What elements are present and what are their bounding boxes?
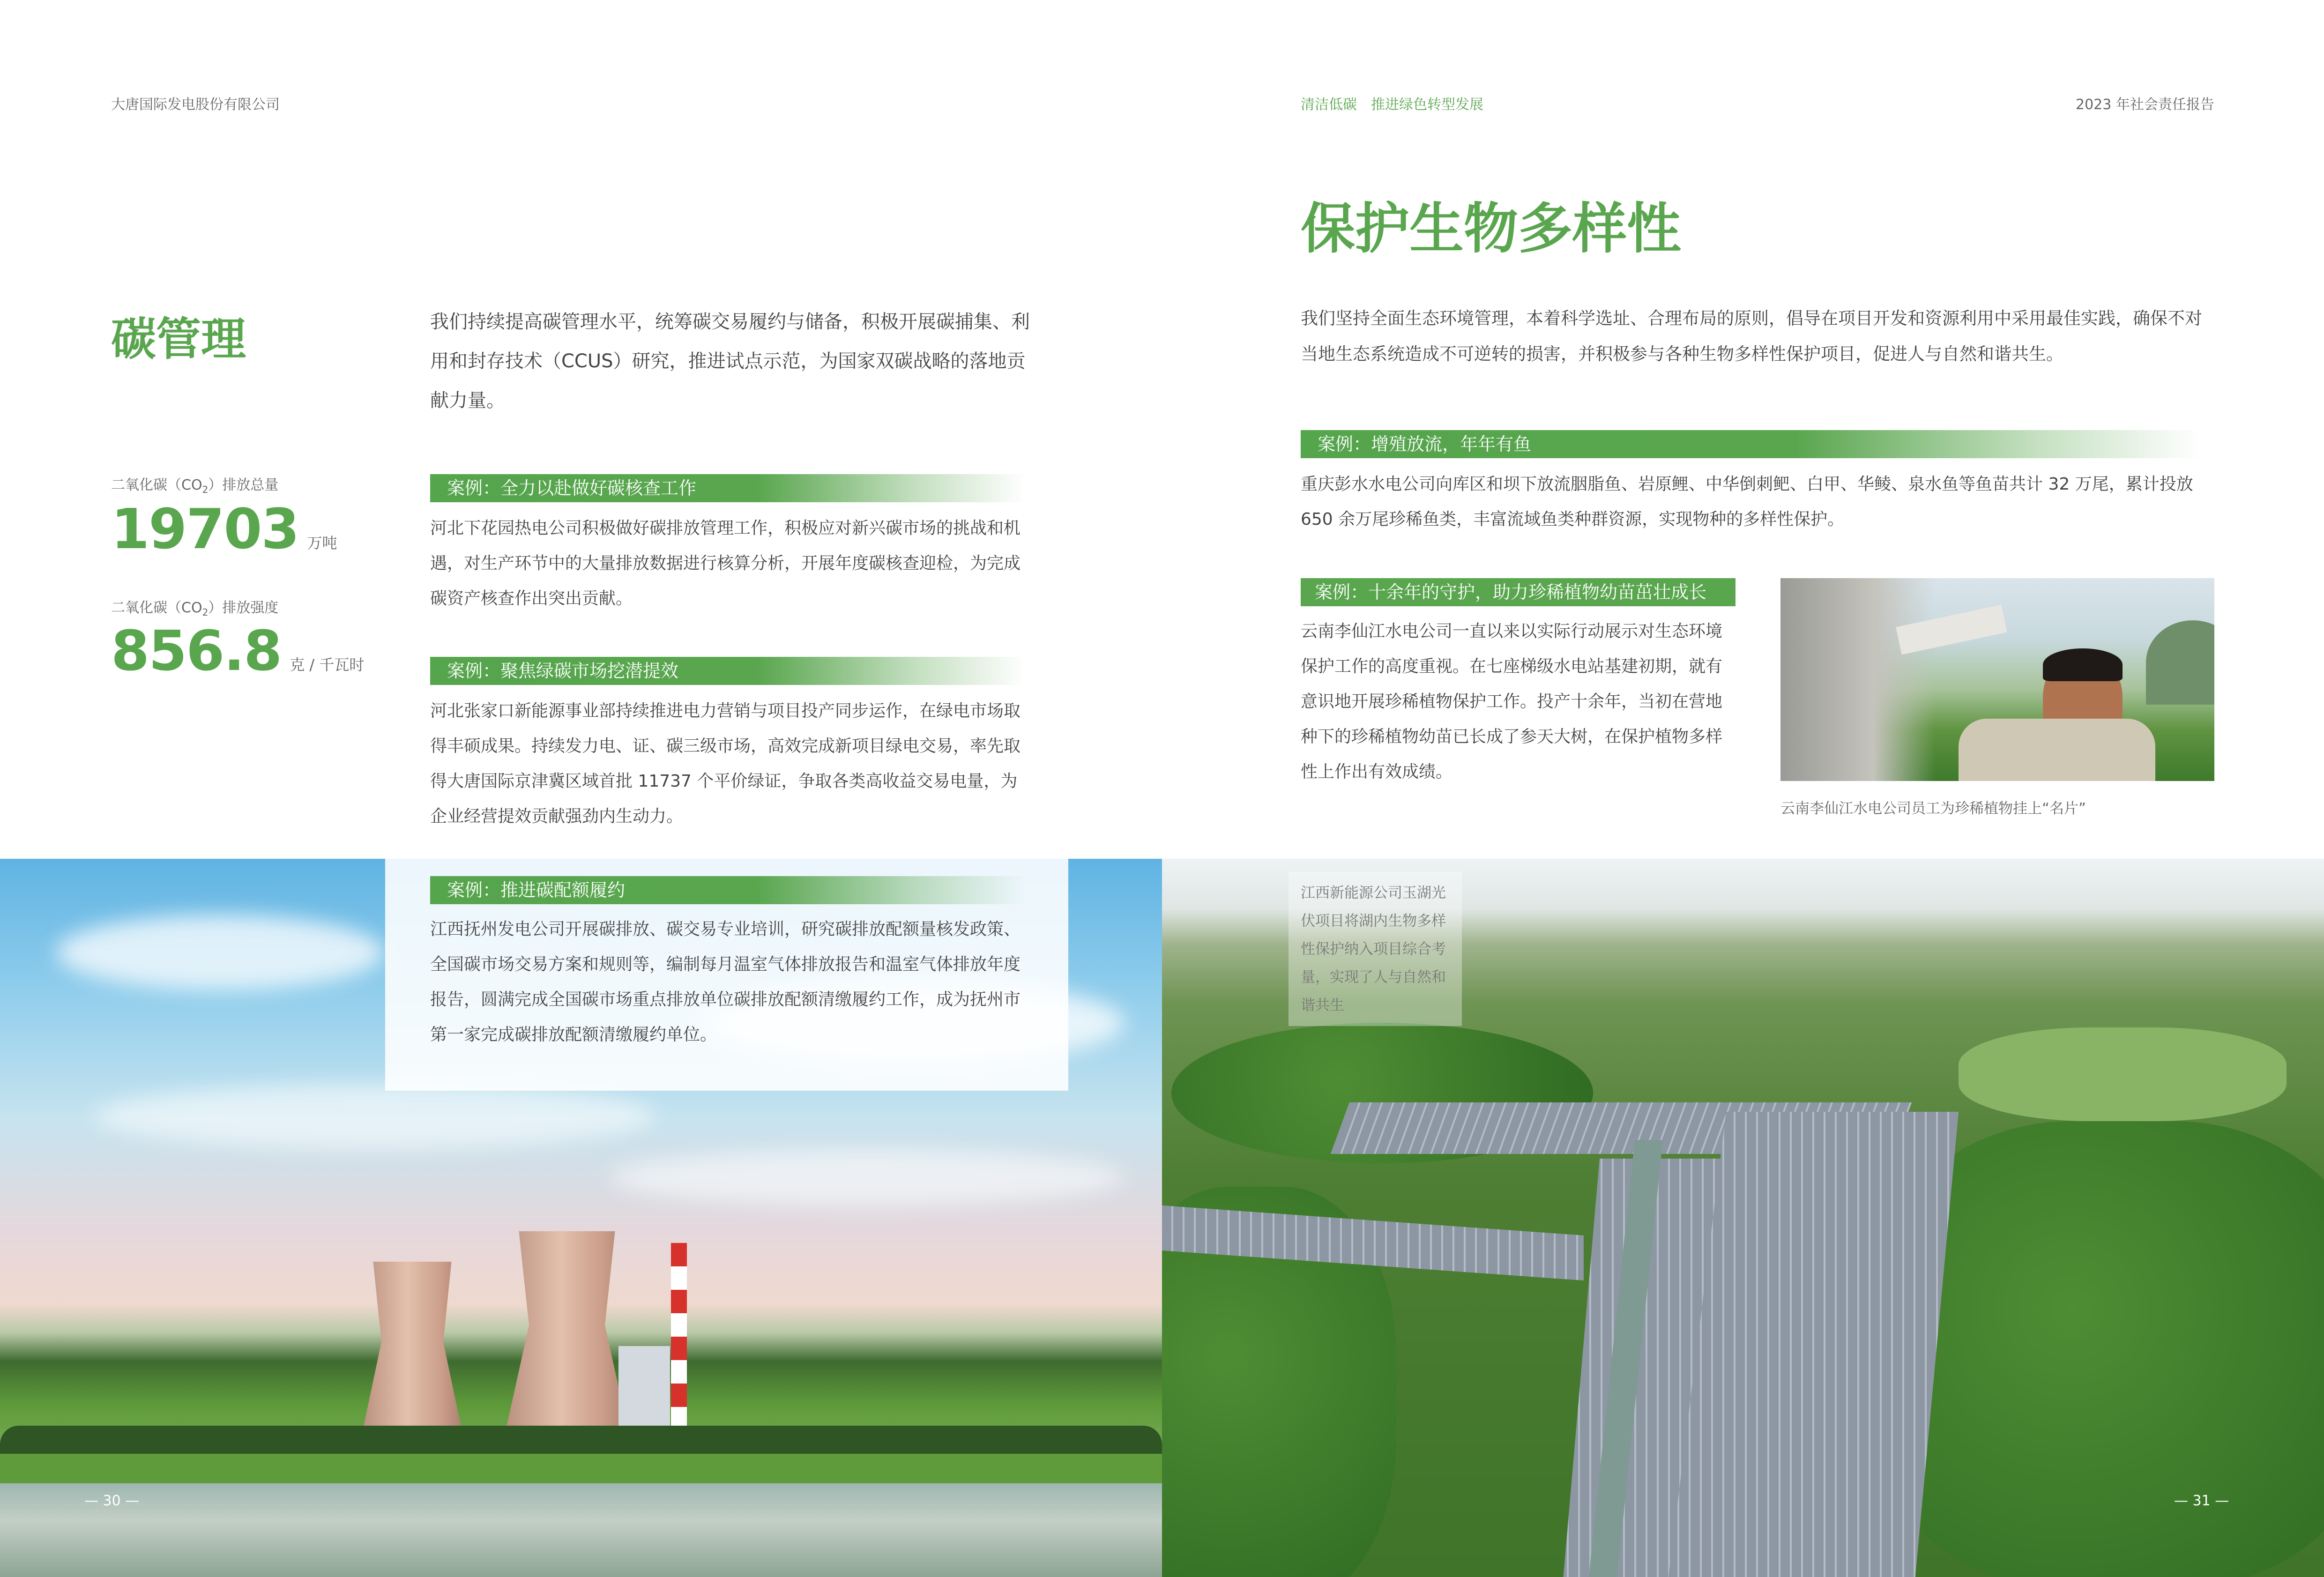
stat-intensity-value: 856.8 [111, 618, 282, 683]
tree-trunk [1780, 578, 1935, 781]
case-text-green-carbon-market: 河北张家口新能源事业部持续推进电力营销与项目投产同步运作，在绿电市场取得丰硕成果。持续发力电、证、碳三级市场，高效完成新项目绿电交易，率先取得大唐国际京津冀区域首批 11737 个平价绿证，争取各类高收益交易电量，为企业经营提效贡献强劲内生动力。 [430, 701, 1021, 826]
page-number-left: — 30 — [84, 1493, 140, 1509]
stat-total-unit: 万吨 [307, 534, 337, 552]
stat-intensity-unit: 克 / 千瓦时 [290, 656, 365, 674]
case-text-rare-plants: 云南李仙江水电公司一直以来以实际行动展示对生态环境保护工作的高度重视。在七座梯级水电站基建初期，就有意识地开展珍稀植物保护工作。投产十余年，当初在营地种下的珍稀植物幼苗已长成了参天大树，在保护植物多样性上作出有效成绩。 [1301, 622, 1723, 781]
company-name: 大唐国际发电股份有限公司 [111, 97, 280, 113]
case-bar-carbon-verification: 案例：全力以赴做好碳核查工作 [430, 474, 1025, 502]
case-text-carbon-quota: 江西抚州发电公司开展碳排放、碳交易专业培训，研究碳排放配额量核发政策、全国碳市场交易方案和规则等，编制每月温室气体排放报告和温室气体排放年度报告，圆满完成全国碳市场重点排放单位碳排放配额清缴履约工作，成为抚州市第一家完成碳排放配额清缴履约单位。 [430, 920, 1021, 1044]
case-bar-fish-release: 案例：增殖放流，年年有鱼 [1301, 430, 2200, 458]
case-bar-rare-plants: 案例：十余年的守护，助力珍稀植物幼苗茁壮成长 [1301, 578, 1736, 606]
stat-intensity [111, 618, 365, 683]
stat-total-value: 19703 [111, 497, 299, 561]
report-title: 2023 年社会责任报告 [2076, 97, 2214, 113]
cooling-tower [504, 1231, 630, 1440]
person-shirt [1959, 719, 2155, 781]
carbon-management-title: 碳管理 [111, 313, 246, 365]
case-bar-green-carbon-market: 案例：聚焦绿碳市场挖潜提效 [430, 657, 1025, 685]
stat-label-intensity: 二氧化碳$(CO_2)$排放强度 [111, 600, 279, 618]
solar-caption: 江西新能源公司玉湖光伏项目将湖内生物多样性保护纳入项目综合考量，实现了人与自然和谐共生 [1301, 885, 1446, 1014]
stat-label-total: 二氧化碳$(CO_2)$排放总量 [111, 477, 279, 495]
section-breadcrumb: 清洁低碳 推进绿色转型发展 [1301, 97, 1483, 113]
chimney [671, 1243, 687, 1440]
page-number-right: — 31 — [2174, 1493, 2229, 1509]
reflection-water [0, 1483, 1162, 1577]
biodiversity-title: 保护生物多样性 [1301, 197, 1681, 260]
carbon-intro: 我们持续提高碳管理水平，统筹碳交易履约与储备，积极开展碳捕集、利用和封存技术（CCUS）研究，推进试点示范，为国家双碳战略的落地贡献力量。 [430, 311, 1030, 411]
staff-tagging-plant-photo [1780, 578, 2214, 781]
photo-caption: 云南李仙江水电公司员工为珍稀植物挂上“名片” [1780, 800, 2086, 817]
biodiversity-intro: 我们坚持全面生态环境管理，本着科学选址、合理布局的原则，倡导在项目开发和资源利用中采用最佳实践，确保不对当地生态系统造成不可逆转的损害，并积极参与各种生物多样性保护项目，促进人与自然和谐共生。 [1301, 308, 2202, 364]
case-text-fish-release: 重庆彭水水电公司向库区和坝下放流胭脂鱼、岩原鲤、中华倒刺鲃、白甲、华鲮、泉水鱼等鱼苗共计 32 万尾，累计投放 650 余万尾珍稀鱼类，丰富流域鱼类种群资源，实现物种的多样性保护。 [1301, 475, 2193, 529]
case-text-carbon-verification: 河北下花园热电公司积极做好碳排放管理工作，积极应对新兴碳市场的挑战和机遇，对生产环节中的大量排放数据进行核算分析，开展年度碳核查迎检，为完成碳资产核查作出突出贡献。 [430, 519, 1021, 608]
case-bar-carbon-quota: 案例：推进碳配额履约 [430, 876, 1025, 904]
stat-total [111, 497, 337, 561]
cooling-tower [361, 1262, 464, 1440]
